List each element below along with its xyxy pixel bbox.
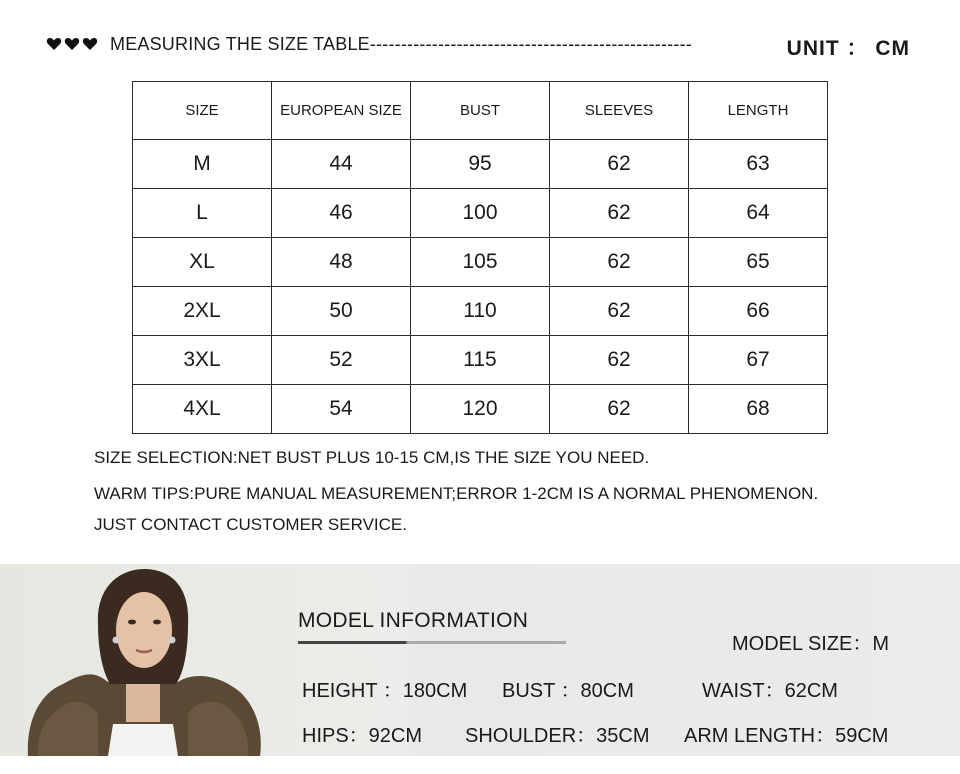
model-photo xyxy=(18,564,268,756)
heart-icon xyxy=(46,36,62,52)
model-shoulder: SHOULDER：35CM xyxy=(465,725,650,747)
column-header-length: LENGTH xyxy=(689,82,828,140)
table-cell: 4XL xyxy=(133,385,272,434)
table-cell: 63 xyxy=(689,140,828,189)
table-cell: 62 xyxy=(550,140,689,189)
table-cell: 120 xyxy=(411,385,550,434)
table-cell: 62 xyxy=(550,238,689,287)
table-row xyxy=(133,287,828,336)
table-row xyxy=(133,189,828,238)
table-cell: 68 xyxy=(689,385,828,434)
heart-icon xyxy=(82,36,98,52)
table-cell: 46 xyxy=(272,189,411,238)
model-bust: BUST ：80CM xyxy=(502,680,634,702)
table-cell: 100 xyxy=(411,189,550,238)
table-cell: M xyxy=(133,140,272,189)
column-header-sleeves: SLEEVES xyxy=(550,82,689,140)
table-row xyxy=(133,336,828,385)
column-header-size: SIZE xyxy=(133,82,272,140)
table-cell: 62 xyxy=(550,189,689,238)
unit-label: UNIT ： CM xyxy=(786,37,910,60)
size-table xyxy=(132,81,828,434)
table-cell: 65 xyxy=(689,238,828,287)
table-cell: 64 xyxy=(689,189,828,238)
table-cell: 50 xyxy=(272,287,411,336)
model-size: MODEL SIZE：M xyxy=(732,633,890,655)
table-cell: 110 xyxy=(411,287,550,336)
warm-tips-note: WARM TIPS:PURE MANUAL MEASUREMENT;ERROR 1-2CM IS A NORMAL PHENOMENON. xyxy=(94,484,819,503)
size-table-header xyxy=(46,30,916,58)
model-information-panel xyxy=(0,564,960,756)
table-row xyxy=(133,238,828,287)
model-waist: WAIST：62CM xyxy=(702,680,838,702)
model-information-title: MODEL INFORMATION xyxy=(298,609,529,632)
heart-icon xyxy=(64,36,80,52)
table-cell: 62 xyxy=(550,336,689,385)
table-cell: 54 xyxy=(272,385,411,434)
table-cell: 105 xyxy=(411,238,550,287)
table-row xyxy=(133,385,828,434)
column-header-bust: BUST xyxy=(411,82,550,140)
table-cell: 52 xyxy=(272,336,411,385)
table-cell: 62 xyxy=(550,287,689,336)
table-cell: 115 xyxy=(411,336,550,385)
table-cell: 3XL xyxy=(133,336,272,385)
table-cell: 2XL xyxy=(133,287,272,336)
table-cell: 62 xyxy=(550,385,689,434)
model-hips: HIPS：92CM xyxy=(302,725,423,747)
contact-note: JUST CONTACT CUSTOMER SERVICE. xyxy=(94,515,407,534)
title-underline xyxy=(298,641,566,644)
column-header-european-size: EUROPEAN SIZE xyxy=(272,82,411,140)
table-cell: 44 xyxy=(272,140,411,189)
table-cell: 95 xyxy=(411,140,550,189)
table-cell: 66 xyxy=(689,287,828,336)
page-title: MEASURING THE SIZE TABLE---------------------------------------------------- xyxy=(110,33,692,54)
model-arm-length: ARM LENGTH：59CM xyxy=(684,725,889,747)
hearts-group xyxy=(46,36,98,52)
size-selection-note: SIZE SELECTION:NET BUST PLUS 10-15 CM,IS THE SIZE YOU NEED. xyxy=(94,448,650,467)
table-cell: 48 xyxy=(272,238,411,287)
table-cell: XL xyxy=(133,238,272,287)
table-cell: 67 xyxy=(689,336,828,385)
table-header-row xyxy=(133,82,828,140)
model-height: HEIGHT ：180CM xyxy=(302,680,468,702)
table-row xyxy=(133,140,828,189)
table-cell: L xyxy=(133,189,272,238)
